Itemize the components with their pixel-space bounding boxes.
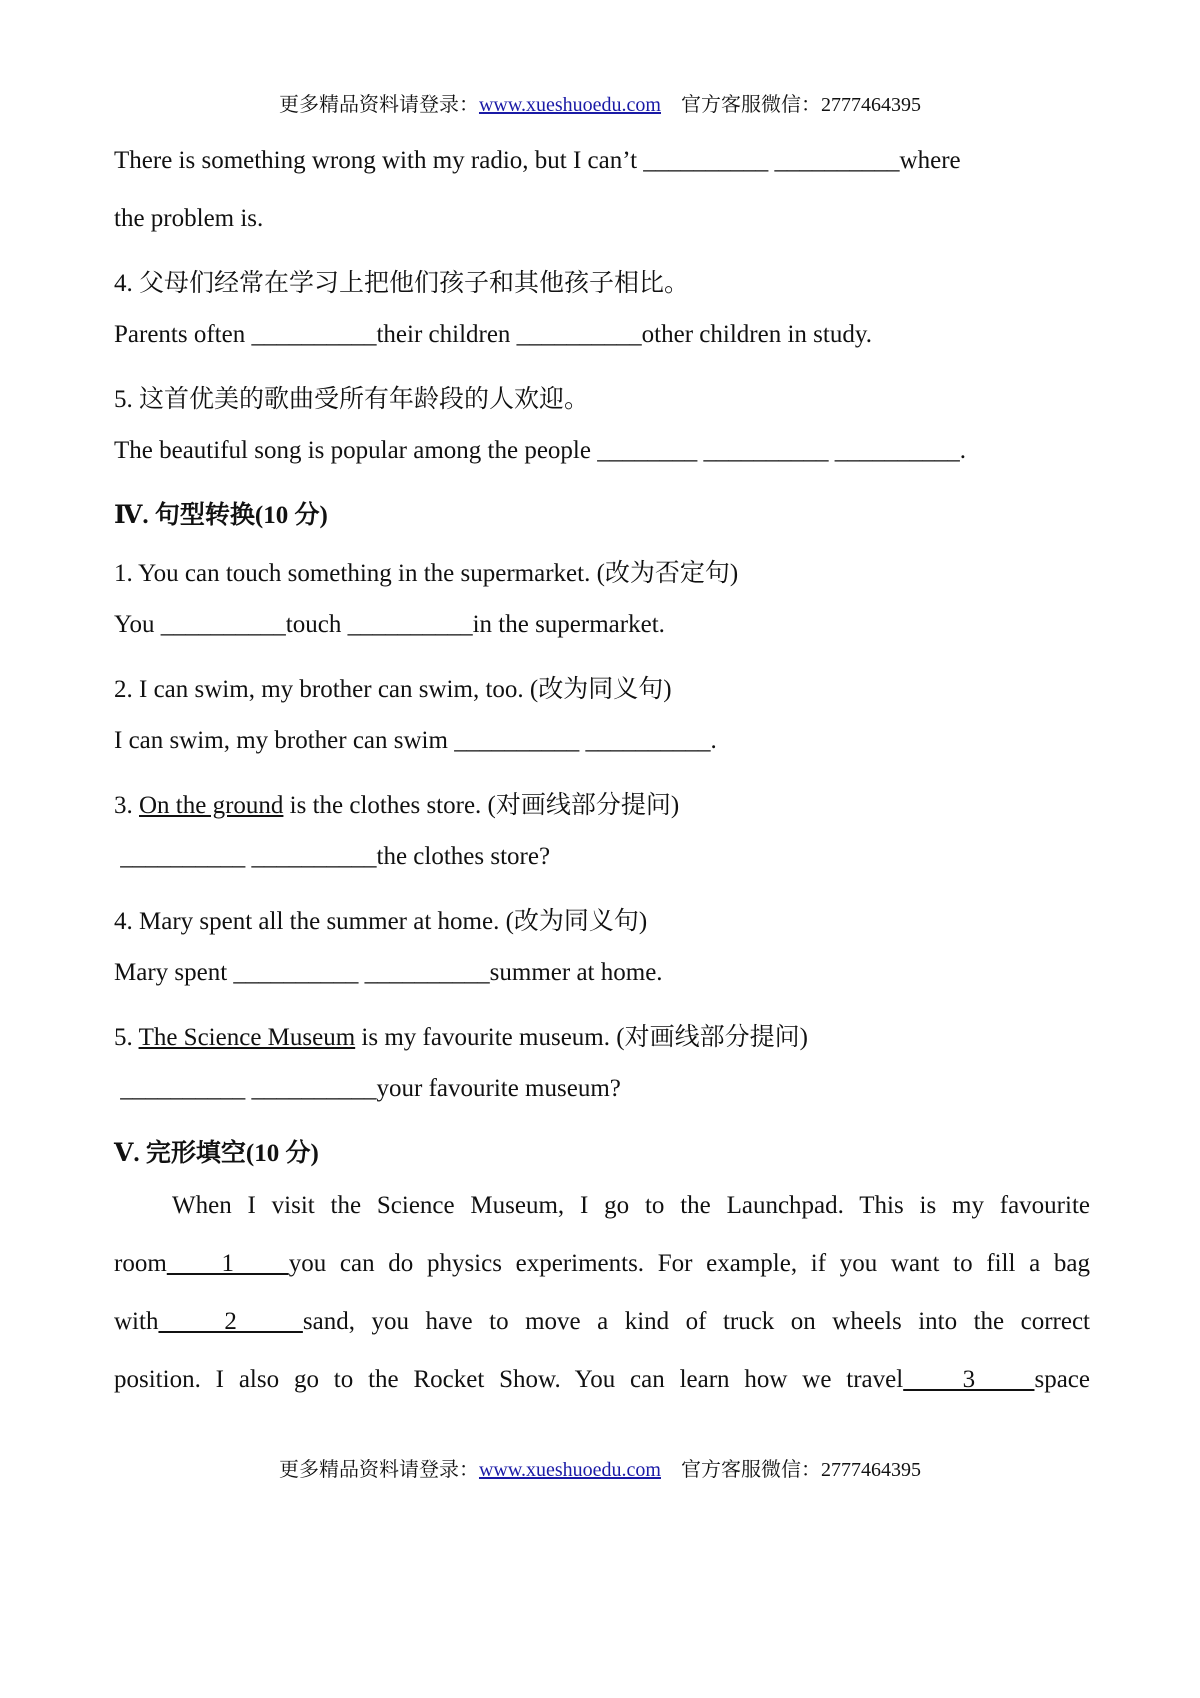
footer-link[interactable]: www.xueshuoedu.com (478, 1459, 661, 1481)
s3-q5-chinese: 5. 这首优美的歌曲受所有年龄段的人欢迎。 (114, 386, 590, 413)
s3-q3-english-line2: the problem is. (114, 205, 264, 232)
s5-paragraph-line1: When I visit the Science Museum, I go to the Launchpad. This is my favourite (172, 1192, 1090, 1219)
s4-q5-rest: is my favourite museum. (对画线部分提问) (355, 1024, 808, 1051)
s5-paragraph-line4 (114, 1366, 1090, 1394)
cloze-blank-1: 1 (166, 1250, 289, 1277)
s4-q3 (114, 785, 679, 821)
s4-q5-answer: __________ __________your favourite museum? (114, 1075, 621, 1102)
header-service: 官方客服微信：2777464395 (661, 94, 921, 116)
s4-q3-underlined: On the ground (139, 792, 284, 819)
s4-q4: 4. Mary spent all the summer at home. (改为同义句) (114, 908, 648, 935)
s4-q2-answer: I can swim, my brother can swim __________ __________. (114, 727, 717, 754)
cloze-blank-2: 2 (158, 1308, 303, 1335)
s4-q3-answer: __________ __________the clothes store? (114, 843, 551, 870)
s5-paragraph-line3 (114, 1308, 1090, 1336)
s5-line2-start: room (114, 1250, 167, 1277)
s3-q4-english: Parents often __________their children __________other children in study. (114, 321, 872, 348)
s5-paragraph-line2 (114, 1250, 1090, 1278)
header-link[interactable]: www.xueshuoedu.com (478, 94, 661, 116)
page-footer (0, 1453, 1200, 1482)
s4-q5 (114, 1017, 808, 1053)
s4-q2: 2. I can swim, my brother can swim, too. (改为同义句) (114, 676, 672, 703)
footer-prefix: 更多精品资料请登录： (278, 1459, 479, 1481)
s4-q4-answer: Mary spent __________ __________summer at home. (114, 959, 663, 986)
s3-q5-english: The beautiful song is popular among the people ________ __________ __________. (114, 437, 966, 464)
s4-q3-rest: is the clothes store. (对画线部分提问) (283, 792, 680, 819)
footer-service: 官方客服微信：2777464395 (661, 1459, 921, 1481)
s5-line4-start: position. I also go to the Rocket Show. You can learn how we travel (114, 1366, 904, 1393)
section4-title: Ⅳ. 句型转换(10 分) (114, 502, 328, 529)
s5-line2-end: you can do physics experiments. For example, if you want to fill a bag (288, 1250, 1090, 1277)
section5-title: Ⅴ. 完形填空(10 分) (114, 1140, 319, 1167)
s4-q5-underlined: The Science Museum (138, 1024, 356, 1051)
s4-q5-number: 5. (114, 1024, 139, 1051)
header-prefix: 更多精品资料请登录： (278, 94, 479, 116)
s5-line4-end: space (1034, 1366, 1091, 1393)
cloze-blank-3: 3 (903, 1366, 1035, 1393)
s4-q1: 1. You can touch something in the supermarket. (改为否定句) (114, 560, 739, 587)
s3-q3-english-line1: There is something wrong with my radio, but I can’t __________ __________where (114, 147, 961, 174)
s4-q3-number: 3. (114, 792, 139, 819)
page-header (0, 88, 1200, 117)
s3-q4-chinese: 4. 父母们经常在学习上把他们孩子和其他孩子相比。 (114, 270, 690, 297)
s4-q1-answer: You __________touch __________in the supermarket. (114, 611, 665, 638)
s5-line3-end: sand, you have to move a kind of truck on wheels into the correct (302, 1308, 1091, 1335)
s5-line3-start: with (114, 1308, 159, 1335)
